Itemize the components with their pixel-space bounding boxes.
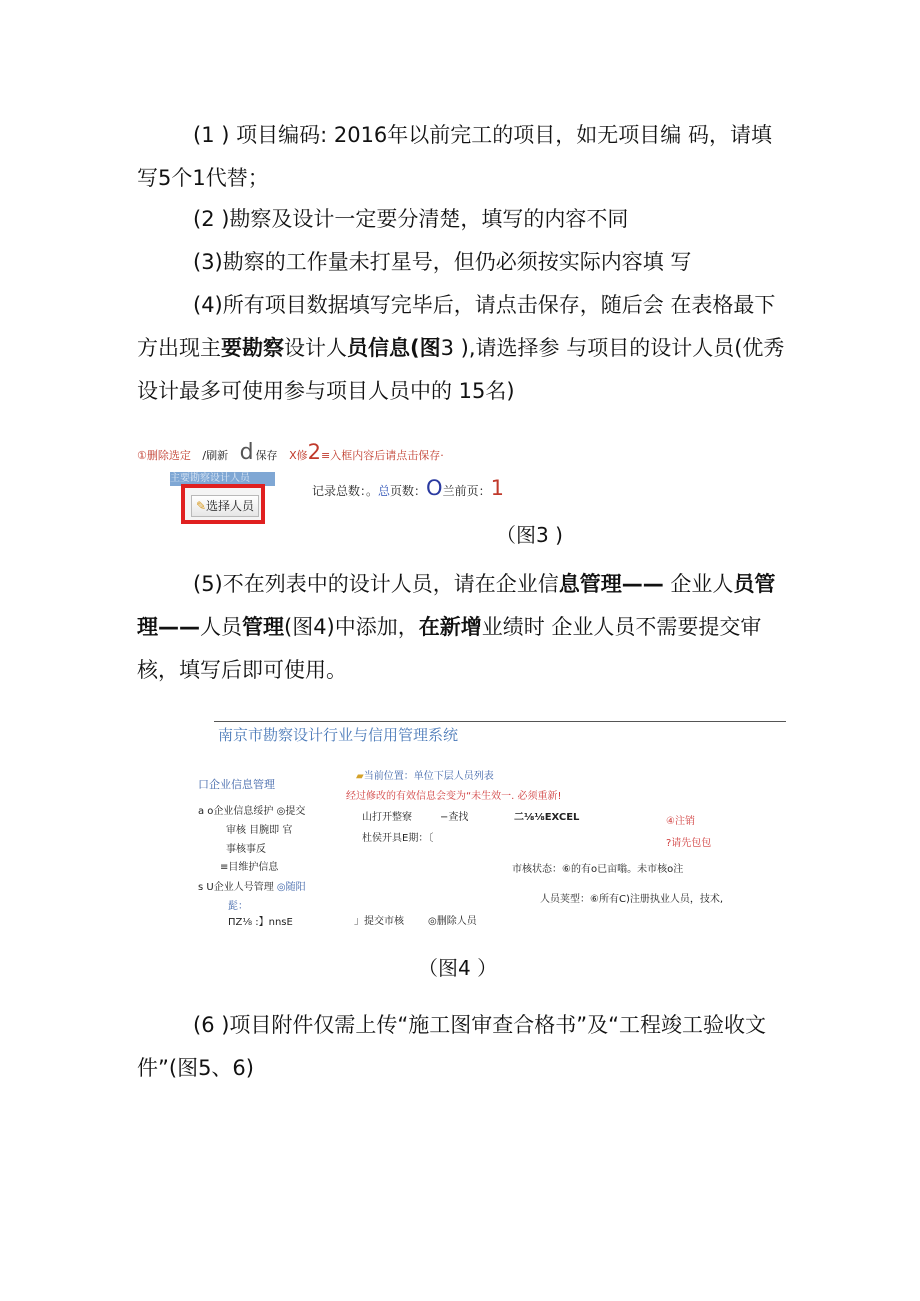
paragraph-1: (1 ) 项目编码: 2016年以前完工的项目，如无项目编 码，请填写5个1代替； [137,123,772,190]
paragraph-6: (6 )项目附件仅需上传“施工图审查合格书”及“工程竣工验收文件”(图5、6) [137,1013,767,1080]
submit-review-button[interactable]: 」提交市核 [354,916,404,927]
search-button[interactable]: −查找 [440,812,469,823]
pages-count: 页数： [390,484,427,498]
menu-item-1[interactable]: a o企业信息绥护 ◎提交 [198,806,306,817]
save-hint: ≡入框内容后请点击保存· [320,449,444,462]
d-glyph: d [239,440,254,465]
delete-person-button[interactable]: ◎删除人员 [428,916,477,927]
refresh-button[interactable]: ∕刷新 [202,449,229,462]
save-button[interactable]: 保存 [255,449,278,462]
figure4-top-rule [214,721,786,722]
pages-label: 总 [378,484,391,498]
pencil-icon: ✎ [195,499,207,513]
expiry-date-filter[interactable]: 杜侯开具E期：〔 [362,833,434,844]
select-person-button[interactable]: ✎选择人员 [191,495,259,517]
person-type-filter[interactable]: 人员荚型：⑥所有C)注册执业人员，技术, [540,894,724,905]
current-location: ▰当前位置：单位下层人员列表 [356,771,494,782]
warning-text: 经过修改的有效信息会变为“未生效一. 必须重新! [346,791,562,802]
menu-item-6[interactable]: 髭： [228,901,248,912]
paragraph-3: (3)勘察的工作量未打星号，但仍必须按实际内容填 写 [193,250,692,274]
menu-item-3[interactable]: 事核事反 [226,844,266,855]
review-status-filter[interactable]: 市核状态：⑥的有o已亩嗡。未市核o注 [512,864,684,875]
open-button[interactable]: 山打开整寮 [362,812,412,823]
o-glyph: O [426,476,443,500]
modify-label: X修 [289,449,308,462]
paragraph-5: (5)不在列表中的设计人员，请在企业信息管理—— 企业人员管理——人员管理(图4)中添加，在新增业绩时 企业人员不需要提交审核，填写后即可使用。 [137,572,776,682]
menu-item-2[interactable]: 审核 目腕即 官 [226,825,293,836]
two-glyph: 2 [307,440,321,464]
designer-section-header: 主要勘察设计人员 [170,472,275,486]
export-excel-button[interactable]: 二⅛⅛EXCEL [514,812,580,823]
menu-item-4[interactable]: ≡目维护信息 [220,862,279,873]
delete-selected-button[interactable]: ①删除选定 [137,449,191,462]
record-total: 记录总数：。 [312,484,379,498]
figure3-caption: （图3 ) [496,523,563,547]
menu-item-7[interactable]: ΠZ⅛ :】nnsE [228,917,293,928]
current-page-label: 兰前页： [442,484,491,498]
select-button-highlight [181,484,265,524]
pager [312,476,504,500]
menu-item-5[interactable]: s U企业人号管理 ◎随阳 [198,882,306,893]
paragraph-2: (2 )勘察及设计一定要分清楚，填写的内容不同 [193,207,629,231]
cancel-button[interactable]: ④注销 [666,816,695,827]
system-title: 南京市勘察设计行业与信用管理系统 [218,726,459,744]
figure4-caption: （图4 ） [418,956,498,980]
figure3-toolbar [137,440,452,464]
package-button[interactable]: ?请先包包 [666,838,712,849]
enterprise-info-menu[interactable]: 口企业信息管理 [198,778,275,791]
folder-icon: ▰ [356,771,364,782]
paragraph-4: (4)所有项目数据填写完毕后，请点击保存，随后会 在表格最下方出现主要勘察设计人员信息(图3 ),请选择参 与项目的设计人员(优秀设计最多可使用参与项目人员中的 15名) [137,293,785,403]
current-page-number: 1 [490,476,504,500]
